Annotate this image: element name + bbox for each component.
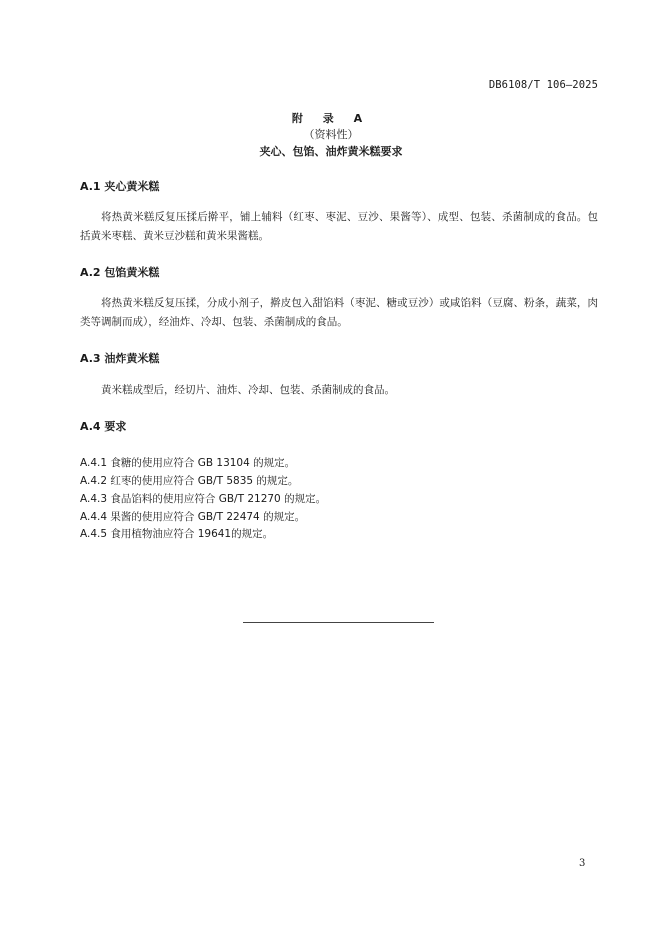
section-a2-heading: A.2 包馅黄米糕	[80, 266, 160, 279]
section-a1-heading: A.1 夹心黄米糕	[80, 180, 160, 193]
requirement-item: A.4.4 果酱的使用应符合 GB/T 22474 的规定。	[80, 511, 306, 523]
section-a3-body: 黄米糕成型后，经切片、油炸、冷却、包装、杀菌制成的食品。	[101, 384, 395, 396]
end-rule	[243, 622, 434, 623]
section-a4-heading: A.4 要求	[80, 420, 127, 433]
appendix-label: 附 录 A	[291, 112, 371, 125]
section-a1-body: 将热黄米糕反复压揉后擀平，铺上辅料（红枣、枣泥、豆沙、果酱等）、成型、包装、杀菌制成的食品。包括黄米枣糕、黄米豆沙糕和黄米果酱糕。	[80, 211, 598, 242]
requirement-item: A.4.2 红枣的使用应符合 GB/T 5835 的规定。	[80, 475, 299, 487]
requirement-item: A.4.3 食品馅料的使用应符合 GB/T 21270 的规定。	[80, 493, 327, 505]
page-number: 3	[579, 858, 586, 869]
appendix-title: 夹心、包馅、油炸黄米糕要求	[259, 145, 403, 158]
document-code: DB6108/T 106—2025	[488, 79, 598, 91]
requirement-item: A.4.1 食糖的使用应符合 GB 13104 的规定。	[80, 457, 296, 469]
requirement-item: A.4.5 食用植物油应符合 19641的规定。	[80, 528, 274, 540]
section-a3-heading: A.3 油炸黄米糕	[80, 352, 160, 365]
section-a2-body: 将热黄米糕反复压揉，分成小剂子，擀皮包入甜馅料（枣泥、糖或豆沙）或咸馅料（豆腐、粉条，蔬菜，肉类等调制而成），经油炸、冷却、包装、杀菌制成的食品。	[80, 297, 598, 328]
appendix-nature: （资料性）	[303, 128, 359, 141]
